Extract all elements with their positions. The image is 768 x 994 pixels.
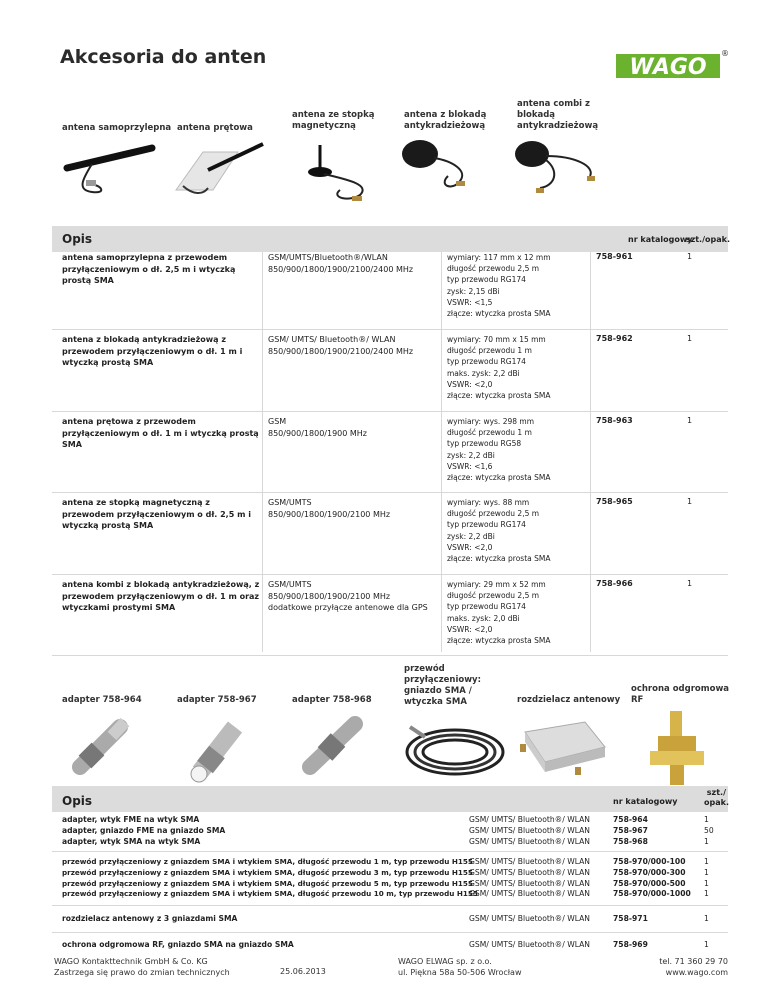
row-specs: wymiary: wys. 298 mm długość przewodu 1 m typ przewodu RG58 zysk: 2,2 dBi VSWR: <1,6 złącze: wtyczka prosta SMA — [447, 417, 551, 483]
adapter-967-image — [185, 712, 255, 787]
lightning-quantity: 1 — [704, 940, 709, 949]
table1-header — [52, 226, 728, 252]
table1-col-nr: nr katalogowy — [628, 235, 693, 244]
splitter-description: rozdzielacz antenowy z 3 gniazdami SMA — [62, 914, 238, 923]
row-specs: wymiary: 117 mm x 12 mm długość przewodu 2,5 m typ przewodu RG174 zysk: 2,15 dBi VSWR: <1,5 złącze: wtyczka prosta SMA — [447, 253, 551, 319]
lightning-frequencies: GSM/ UMTS/ Bluetooth®/ WLAN — [469, 940, 590, 949]
column-separator — [441, 252, 442, 652]
divider — [52, 329, 728, 330]
table-row — [52, 416, 728, 489]
table-row — [52, 497, 728, 570]
antenna-label-rod: antena prętowa — [177, 123, 253, 133]
cable-frequencies: GSM/ UMTS/ Bluetooth®/ WLAN GSM/ UMTS/ Bluetooth®/ WLAN GSM/ UMTS/ Bluetooth®/ WLAN GSM/ UMTS/ Bluetooth®/ WLAN — [469, 857, 590, 899]
adapter-descriptions: adapter, wtyk FME na wtyk SMA adapter, gniazdo FME na gniazdo SMA adapter, wtyk SMA na wtyk SMA — [62, 815, 226, 846]
table2-col-qty: szt./ opak. — [704, 788, 729, 807]
footer-contact: tel. 71 360 29 70 www.wago.com — [659, 957, 728, 977]
antenna-label-adhesive: antena samoprzylepna — [62, 123, 172, 133]
footer-date: 25.06.2013 — [280, 967, 326, 976]
row-description: antena ze stopką magnetyczną z przewodem przyłączeniowym o dł. 2,5 m i wtyczką prostą SMA — [62, 498, 251, 530]
divider — [52, 574, 728, 575]
row-catalog-number: 758-966 — [596, 579, 633, 588]
adapter-catalog-numbers: 758-964 758-967 758-968 — [613, 815, 648, 846]
row-quantity: 1 — [687, 252, 693, 261]
splitter-image — [515, 712, 615, 787]
table2-header — [52, 786, 728, 812]
adapter-quantities: 1 50 1 — [704, 815, 714, 846]
row-catalog-number: 758-961 — [596, 252, 633, 261]
logo-registered-mark: ® — [721, 49, 729, 58]
accessory-label-cable: przewód przyłączeniowy: gniazdo SMA / wtyczka SMA — [404, 664, 482, 707]
antenna-label-magnetic: antena ze stopką magnetyczną — [292, 110, 375, 131]
lightning-protection-image — [630, 706, 730, 791]
row-catalog-number: 758-965 — [596, 497, 633, 506]
row-specs: wymiary: wys. 88 mm długość przewodu 2,5 m typ przewodu RG174 zysk: 2,2 dBi VSWR: <2,0 złącze: wtyczka prosta SMA — [447, 498, 551, 564]
row-quantity: 1 — [687, 579, 693, 588]
lightning-catalog-number: 758-969 — [613, 940, 648, 949]
footer-company: WAGO Kontakttechnik GmbH & Co. KG Zastrzega się prawo do zmian technicznych — [54, 957, 230, 977]
row-quantity: 1 — [687, 334, 693, 343]
table1-heading: Opis — [62, 232, 93, 246]
cable-descriptions: przewód przyłączeniowy z gniazdem SMA i wtykiem SMA, długość przewodu 1 m, typ przewodu H155 przewód przyłączeniowy z gniazdem SMA i wtykiem SMA, długość przewodu 3 m, typ przewodu H155 przewód przyłączeniowy z gniazdem SMA i wtykiem SMA, długość przewodu 5 m, typ przewodu H155 przewód przyłączeniowy z gniazdem SMA i wtykiem SMA, długość przewodu 10 m, typ przewodu H155 — [62, 857, 478, 899]
accessory-label-splitter: rozdzielacz antenowy — [517, 695, 621, 705]
page-title: Akcesoria do anten — [60, 46, 267, 68]
adapter-968-image — [300, 712, 370, 782]
row-catalog-number: 758-962 — [596, 334, 633, 343]
row-frequencies: GSM/UMTS/Bluetooth®/WLAN 850/900/1800/1900/2100/2400 MHz — [268, 253, 414, 274]
cable-quantities: 1 1 1 1 — [704, 857, 709, 899]
row-catalog-number: 758-963 — [596, 416, 633, 425]
splitter-quantity: 1 — [704, 914, 709, 923]
divider — [52, 932, 728, 933]
accessory-label-lightning: ochrona odgromowa RF — [631, 684, 730, 705]
combi-antenna-image — [510, 136, 620, 201]
row-frequencies: GSM/UMTS 850/900/1800/1900/2100 MHz dodatkowe przyłącze antenowe dla GPS — [268, 580, 428, 612]
splitter-frequencies: GSM/ UMTS/ Bluetooth®/ WLAN — [469, 914, 590, 923]
wago-logo — [616, 48, 729, 84]
cable-catalog-numbers: 758-970/000-100 758-970/000-300 758-970/000-500 758-970/000-1000 — [613, 857, 691, 899]
table-row — [52, 334, 728, 407]
accessory-label-adapter-968: adapter 758-968 — [292, 695, 372, 705]
footer-local-company: WAGO ELWAG sp. z o.o. ul. Piękna 58a 50-506 Wrocław — [398, 957, 522, 977]
table-row — [52, 579, 728, 652]
lightning-description: ochrona odgromowa RF, gniazdo SMA na gniazdo SMA — [62, 940, 294, 949]
adapter-964-image — [70, 712, 140, 782]
divider — [52, 492, 728, 493]
row-description: antena samoprzylepna z przewodem przyłączeniowym o dł. 2,5 m i wtyczką prostą SMA — [62, 253, 236, 285]
divider — [52, 655, 728, 656]
accessory-label-adapter-964: adapter 758-964 — [62, 695, 142, 705]
column-separator — [590, 252, 591, 652]
table2-heading: Opis — [62, 794, 93, 808]
antenna-label-combi: antena combi z blokadą antykradzieżową — [517, 99, 599, 131]
row-description: antena kombi z blokadą antykradzieżową, z przewodem przyłączeniowym o dł. 1 m oraz wtyczkami prostymi SMA — [62, 580, 260, 612]
row-description: antena z blokadą antykradzieżową z przewodem przyłączeniowym o dł. 1 m i wtyczką prostą SMA — [62, 335, 243, 367]
column-separator — [262, 252, 263, 652]
row-frequencies: GSM/ UMTS/ Bluetooth®/ WLAN 850/900/1800/1900/2100/2400 MHz — [268, 335, 414, 356]
row-quantity: 1 — [687, 416, 693, 425]
splitter-catalog-number: 758-971 — [613, 914, 648, 923]
row-frequencies: GSM/UMTS 850/900/1800/1900/2100 MHz — [268, 498, 391, 519]
accessory-label-adapter-967: adapter 758-967 — [177, 695, 257, 705]
row-specs: wymiary: 70 mm x 15 mm długość przewodu 1 m typ przewodu RG174 maks. zysk: 2,2 dBi VSWR: <2,0 złącze: wtyczka prosta SMA — [447, 335, 551, 401]
antitheft-antenna-image — [398, 136, 498, 201]
divider — [52, 851, 728, 852]
antenna-label-antitheft: antena z blokadą antykradzieżową — [404, 110, 487, 131]
table-row — [52, 252, 728, 325]
adapter-frequencies: GSM/ UMTS/ Bluetooth®/ WLAN GSM/ UMTS/ Bluetooth®/ WLAN GSM/ UMTS/ Bluetooth®/ WLAN — [469, 815, 590, 846]
divider — [52, 411, 728, 412]
magnetic-antenna-image — [290, 140, 390, 205]
table2-col-nr: nr katalogowy — [613, 797, 678, 806]
rod-antenna-image — [168, 140, 268, 200]
table1-col-qty: szt./opak. — [685, 235, 730, 244]
row-specs: wymiary: 29 mm x 52 mm długość przewodu 2,5 m typ przewodu RG174 maks. zysk: 2,0 dBi VSWR: <2,0 złącze: wtyczka prosta SMA — [447, 580, 551, 646]
cable-image — [400, 712, 510, 782]
row-description: antena prętowa z przewodem przyłączeniowym o dł. 1 m i wtyczką prostą SMA — [62, 417, 259, 449]
row-quantity: 1 — [687, 497, 693, 506]
adhesive-antenna-image — [62, 140, 162, 200]
row-frequencies: GSM 850/900/1800/1900 MHz — [268, 417, 368, 438]
logo-text: WAGO — [629, 55, 707, 80]
divider — [52, 905, 728, 906]
